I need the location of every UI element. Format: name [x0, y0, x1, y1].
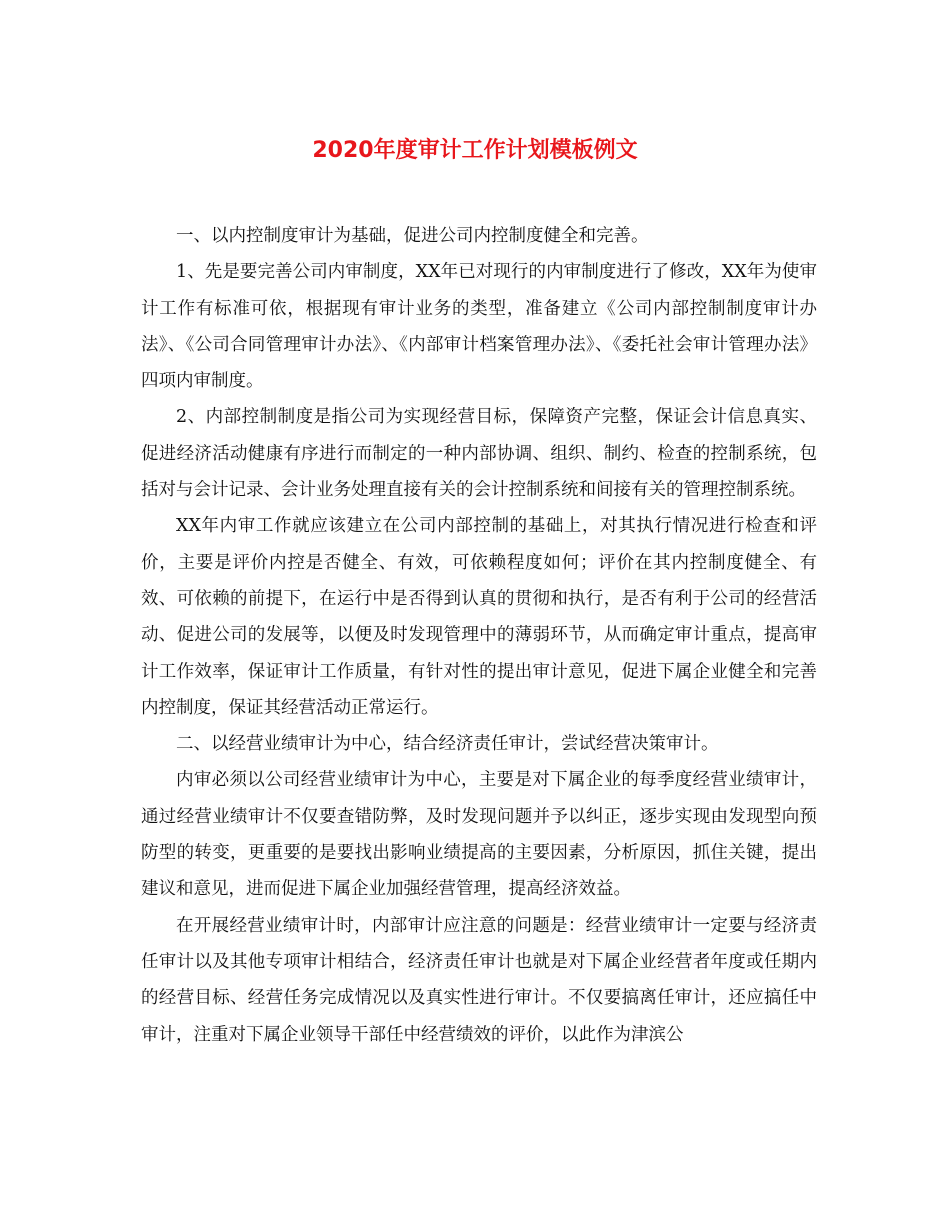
document-body [141, 218, 817, 1053]
paragraph-performance-audit-notes: 在开展经营业绩审计时，内部审计应注意的问题是：经营业绩审计一定要与经济责任审计以及其他专项审计相结合，经济责任审计也就是对下属企业经营者年度或任期内的经营目标、经营任务完成情况以及真实性进行审计。不仅要搞离任审计，还应搞任中审计，注重对下属企业领导干部任中经营绩效的评价，以此作为津滨公 [141, 915, 817, 1045]
paragraph-item-1: 1、先是要完善公司内审制度，XX年已对现行的内审制度进行了修改，XX年为使审计工作有标准可依，根据现有审计业务的类型，准备建立《公司内部控制制度审计办法》、《公司合同管理审计办法》、《内部审计档案管理办法》、《委托社会审计管理办法》四项内审制度。 [141, 262, 817, 392]
paragraph-section-one-heading: 一、以内控制度审计为基础，促进公司内控制度健全和完善。 [176, 226, 649, 246]
paragraph-section-two-heading: 二、以经营业绩审计为中心，结合经济责任审计，尝试经营决策审计。 [176, 734, 719, 755]
paragraph-internal-audit-work: XX年内审工作就应该建立在公司内部控制的基础上，对其执行情况进行检查和评价，主要是评价内控是否健全、有效，可依赖程度如何；评价在其内控制度健全、有效、可依赖的前提下，在运行中是否得到认真的贯彻和执行，是否有利于公司的经营活动、促进公司的发展等，以便及时发现管理中的薄弱环节，从而确定审计重点，提高审计工作效率，保证审计工作质量，有针对性的提出审计意见，促进下属企业健全和完善内控制度，保证其经营活动正常运行。 [141, 516, 817, 718]
paragraph-performance-audit: 内审必须以公司经营业绩审计为中心，主要是对下属企业的每季度经营业绩审计，通过经营业绩审计不仅要查错防弊，及时发现问题并予以纠正，逐步实现由发现型向预防型的转变，更重要的是要找出影响业绩提高的主要因素，分析原因，抓住关键，提出建议和意见，进而促进下属企业加强经营管理，提高经济效益。 [141, 770, 817, 900]
document-title: 2020年度审计工作计划模板例文 [312, 138, 638, 163]
paragraph-item-2: 2、内部控制制度是指公司为实现经营目标，保障资产完整，保证会计信息真实、促进经济活动健康有序进行而制定的一种内部协调、组织、制约、检查的控制系统，包括对与会计记录、会计业务处理直接有关的会计控制系统和间接有关的管理控制系统。 [141, 407, 817, 501]
